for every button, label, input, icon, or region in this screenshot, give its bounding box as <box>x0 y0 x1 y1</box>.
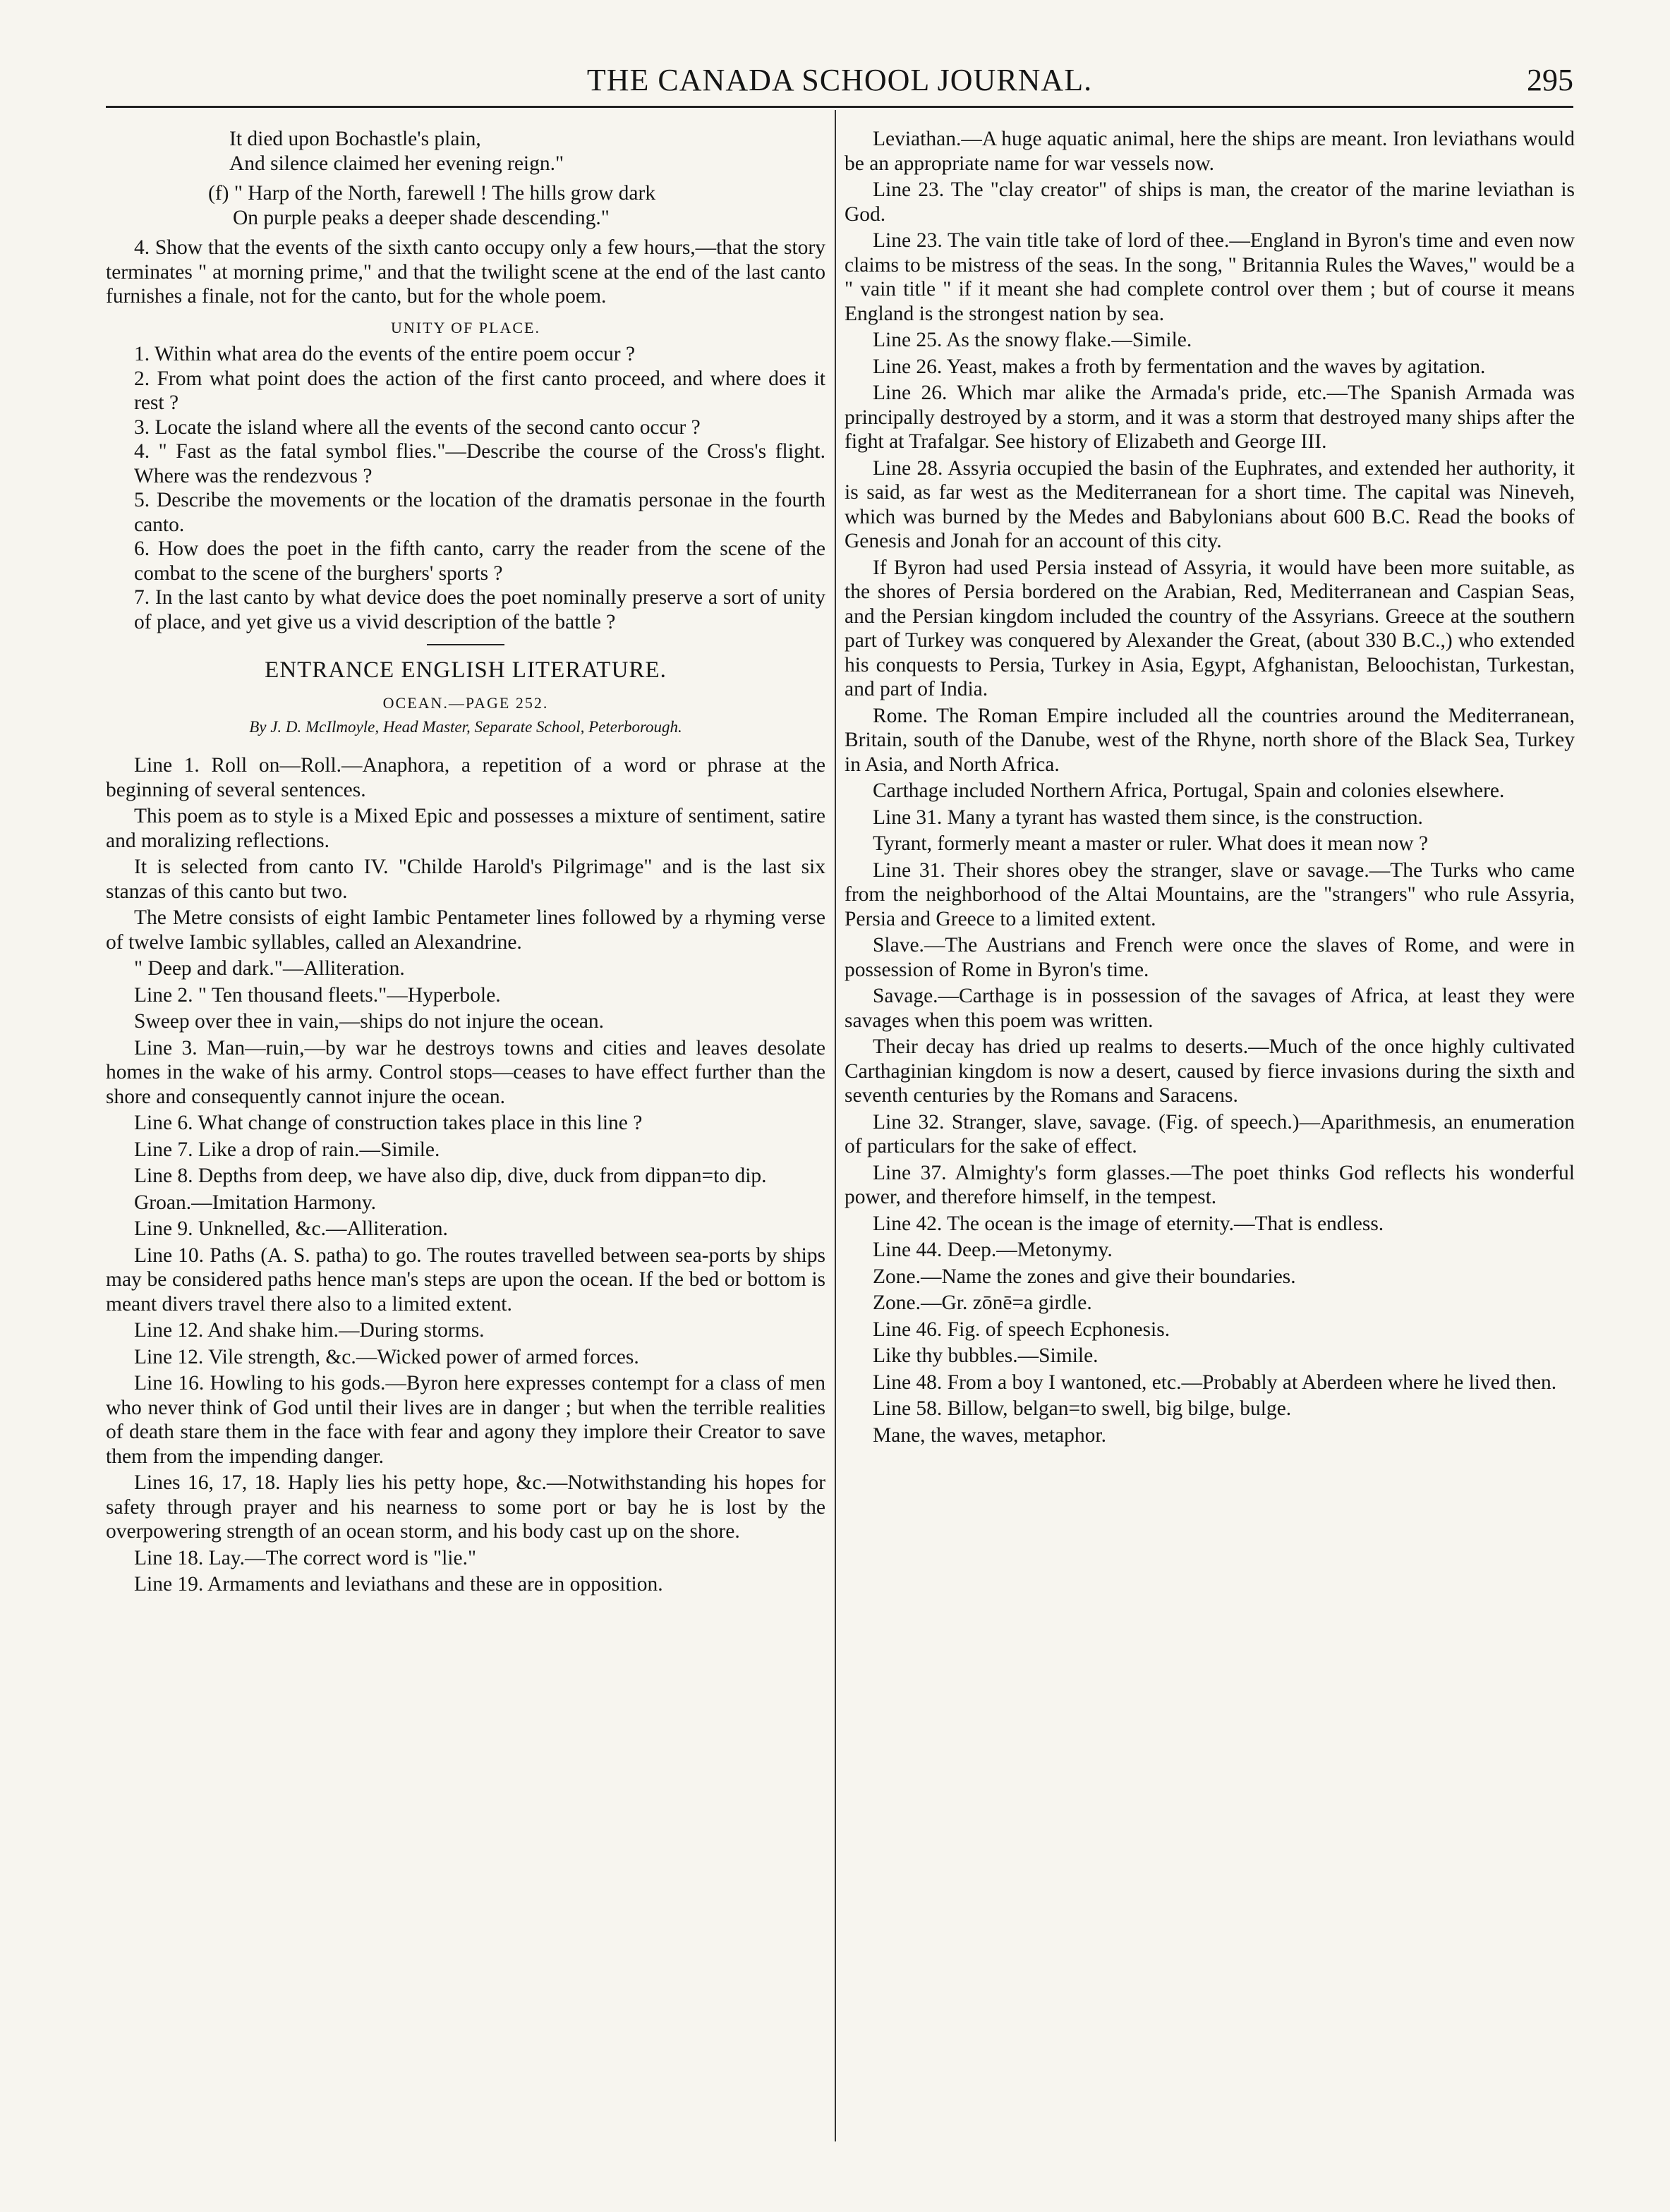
byline: By J. D. McIlmoyle, Head Master, Separate School, Peterborough. <box>249 717 682 736</box>
paragraph: Groan.—Imitation Harmony. <box>134 1191 376 1214</box>
list-item: 7. In the last canto by what device does the poet nominally preserve a sort of unity of place, and yet give us a vivid description of the battle ? <box>134 586 825 633</box>
page-number: 295 <box>1527 63 1573 97</box>
paragraph: Line 58. Billow, belgan=to swell, big bilge, bulge. <box>873 1397 1292 1420</box>
paragraph: Line 12. Vile strength, &c.—Wicked power of armed forces. <box>134 1345 639 1368</box>
list-item: 5. Describe the movements or the location of the dramatis personae in the fourth canto. <box>134 489 825 536</box>
paragraph: Line 9. Unknelled, &c.—Alliteration. <box>134 1217 448 1241</box>
paragraph: Line 32. Stranger, slave, savage. (Fig. of speech.)—Aparithmesis, an enumeration of particulars for the sake of effect. <box>845 1110 1575 1157</box>
paragraph: Line 1. Roll on—Roll.—Anaphora, a repetition of a word or phrase at the beginning of several sentences. <box>106 754 825 801</box>
paragraph: Like thy bubbles.—Simile. <box>873 1344 1099 1367</box>
paragraph: If Byron had used Persia instead of Assyria, it would have been more suitable, as the shores of Persia bordered on the Arabian, Red, Mediterranean and Caspian Seas, and the Persian kingdom included the country of the Assyrians. Greece at the southern part of Turkey was conquered by Alexander the Great, (about 330 B.C.,) who extended his conquests to Persia, Turkey in Asia, Egypt, Afghanistan, Beloochistan, Turkestan, and part of India. <box>845 556 1575 700</box>
unity-heading: UNITY OF PLACE. <box>391 318 540 336</box>
paragraph: Line 31. Their shores obey the stranger, slave or savage.—The Turks who came from the neighborhood of the Altai Mountains, are the "strangers" who rule Assyria, Persia and Greece to a limited extent. <box>845 858 1575 930</box>
poem-line: It died upon Bochastle's plain, <box>229 128 481 150</box>
paragraph: It is selected from canto IV. "Childe Harold's Pilgrimage" and is the last six stanzas of this canto but two. <box>106 856 825 903</box>
paragraph: Line 16. Howling to his gods.—Byron here expresses contempt for a class of men who never think of God until their lives are in danger ; but when the terrible realities of death stare them in the face with fear and agony they implore their Creator to save them from the impending danger. <box>106 1372 825 1468</box>
paragraph: Line 48. From a boy I wantoned, etc.—Probably at Aberdeen where he lived then. <box>873 1371 1557 1394</box>
paragraph: Line 44. Deep.—Metonymy. <box>873 1239 1113 1261</box>
paragraph: Line 25. As the snowy flake.—Simile. <box>873 329 1192 351</box>
paragraph: Sweep over thee in vain,—ships do not injure the ocean. <box>134 1010 605 1033</box>
paragraph: Line 8. Depths from deep, we have also dip, dive, duck from dippan=to dip. <box>134 1165 767 1188</box>
paragraph: Zone.—Gr. zōnē=a girdle. <box>873 1292 1092 1314</box>
poem-line: On purple peaks a deeper shade descending." <box>233 206 610 229</box>
poem-line: (f) " Harp of the North, farewell ! The hills grow dark <box>208 182 656 205</box>
list-item: 4. " Fast as the fatal symbol flies."—Describe the course of the Cross's flight. Where was the rendezvous ? <box>134 440 825 487</box>
question-4: 4. Show that the events of the sixth canto occupy only a few hours,—that the story terminates " at morning prime," and that the twilight scene at the end of the last canto furnishes a finale, not for the canto, but for the whole poem. <box>106 236 825 308</box>
paragraph: Their decay has dried up realms to deserts.—Much of the once highly cultivated Carthaginian kingdom is now a desert, caused by fierce invasions during the sixth and seventh centuries by the Romans and Saracens. <box>845 1035 1575 1107</box>
poem-excerpt-a <box>106 127 825 176</box>
list-item: 3. Locate the island where all the events of the second canto occur ? <box>134 415 701 439</box>
section-rule <box>427 644 504 645</box>
paragraph: Line 26. Which mar alike the Armada's pride, etc.—The Spanish Armada was principally destroyed by a storm, and it was a storm that destroyed many ships after the fight at Trafalgar. See history of Elizabeth and George III. <box>845 382 1575 453</box>
page-header <box>106 62 1573 104</box>
paragraph: Line 7. Like a drop of rain.—Simile. <box>134 1138 440 1161</box>
right-column <box>845 127 1575 2137</box>
paragraph: Rome. The Roman Empire included all the countries around the Mediterranean, Britain, south of the Danube, west of the Rhyne, north shore of the Black Sea, Turkey in Asia, and North Africa. <box>845 704 1575 776</box>
paragraph: Zone.—Name the zones and give their boundaries. <box>873 1265 1296 1288</box>
paragraph: Line 19. Armaments and leviathans and these are in opposition. <box>134 1573 663 1596</box>
unity-questions <box>106 342 825 634</box>
paragraph: The Metre consists of eight Iambic Pentameter lines followed by a rhyming verse of twelve Iambic syllables, called an Alexandrine. <box>106 906 825 954</box>
paragraph: Line 37. Almighty's form glasses.—The poet thinks God reflects his wonderful power, and therefore himself, in the tempest. <box>845 1161 1575 1208</box>
journal-title: THE CANADA SCHOOL JOURNAL. <box>586 63 1093 97</box>
poem-line: And silence claimed her evening reign." <box>229 152 564 175</box>
left-column <box>106 127 825 2137</box>
paragraph: Line 6. What change of construction takes place in this line ? <box>134 1112 643 1135</box>
paragraph: Slave.—The Austrians and French were once the slaves of Rome, and were in possession of Rome in Byron's time. <box>845 934 1575 981</box>
paragraph: This poem as to style is a Mixed Epic and possesses a mixture of sentiment, satire and moralizing reflections. <box>106 805 825 852</box>
paragraph: Line 42. The ocean is the image of eternity.—That is endless. <box>873 1212 1384 1235</box>
paragraph: Line 3. Man—ruin,—by war he destroys towns and cities and leaves desolate homes in the wake of his army. Control stops—ceases to have effect further than the shore and consequently cannot injure the ocean. <box>106 1036 825 1108</box>
paragraph: Mane, the waves, metaphor. <box>873 1423 1106 1447</box>
paragraph: " Deep and dark."—Alliteration. <box>134 957 405 980</box>
paragraph: Line 23. The "clay creator" of ships is man, the creator of the marine leviathan is God. <box>845 178 1575 226</box>
paragraph: Savage.—Carthage is in possession of the savages of Africa, at least they were savages when this poem was written. <box>845 985 1575 1032</box>
paragraph: Line 10. Paths (A. S. patha) to go. The routes travelled between sea-ports by ships may be considered paths hence man's steps are upon the ocean. If the bed or bottom is meant divers travel there also to a limited extent. <box>106 1244 825 1315</box>
paragraph: Line 28. Assyria occupied the basin of the Euphrates, and extended her authority, it is said, as far west as the Mediterranean for a short time. The capital was Nineveh, which was burned by the Medes and Babylonians about 600 B.C. Read the books of Genesis and Jonah for an account of this city. <box>845 456 1575 552</box>
paragraph: Line 26. Yeast, makes a froth by fermentation and the waves by agitation. <box>873 355 1486 378</box>
list-item: 2. From what point does the action of the first canto proceed, and where does it rest ? <box>134 367 825 415</box>
paragraph: Line 23. The vain title take of lord of thee.—England in Byron's time and even now claims to be mistress of the seas. In the song, " Britannia Rules the Waves," would be a " vain title " if it meant she had complete control over them ; but of course it means England is the strongest nation by sea. <box>845 229 1575 325</box>
paragraph: Line 2. " Ten thousand fleets."—Hyperbole. <box>134 983 501 1007</box>
list-item: 1. Within what area do the events of the entire poem occur ? <box>134 343 636 366</box>
paragraph: Lines 16, 17, 18. Haply lies his petty hope, &c.—Notwithstanding his hopes for safety through prayer and his nearness to some port or bay he is lost by the overpowering strength of an ocean storm, and his body cast up on the shore. <box>106 1471 825 1543</box>
paragraph: Tyrant, formerly meant a master or ruler. What does it mean now ? <box>873 832 1429 855</box>
poem-excerpt-b <box>106 181 825 230</box>
column-divider <box>835 110 836 2141</box>
header-rule <box>106 106 1573 108</box>
section-subtitle: OCEAN.—PAGE 252. <box>382 693 549 712</box>
paragraph: Leviathan.—A huge aquatic animal, here the ships are meant. Iron leviathans would be an appropriate name for war vessels now. <box>845 128 1575 175</box>
list-item: 6. How does the poet in the fifth canto, carry the reader from the scene of the combat to the scene of the burghers' sports ? <box>134 537 825 585</box>
paragraph: Line 31. Many a tyrant has wasted them since, is the construction. <box>873 806 1423 829</box>
paragraph: Line 12. And shake him.—During storms. <box>134 1319 485 1342</box>
paragraph: Carthage included Northern Africa, Portugal, Spain and colonies elsewhere. <box>873 779 1505 802</box>
section-title: ENTRANCE ENGLISH LITERATURE. <box>265 657 667 683</box>
paragraph: Line 46. Fig. of speech Ecphonesis. <box>873 1318 1170 1341</box>
paragraph: Line 18. Lay.—The correct word is "lie." <box>134 1546 476 1569</box>
